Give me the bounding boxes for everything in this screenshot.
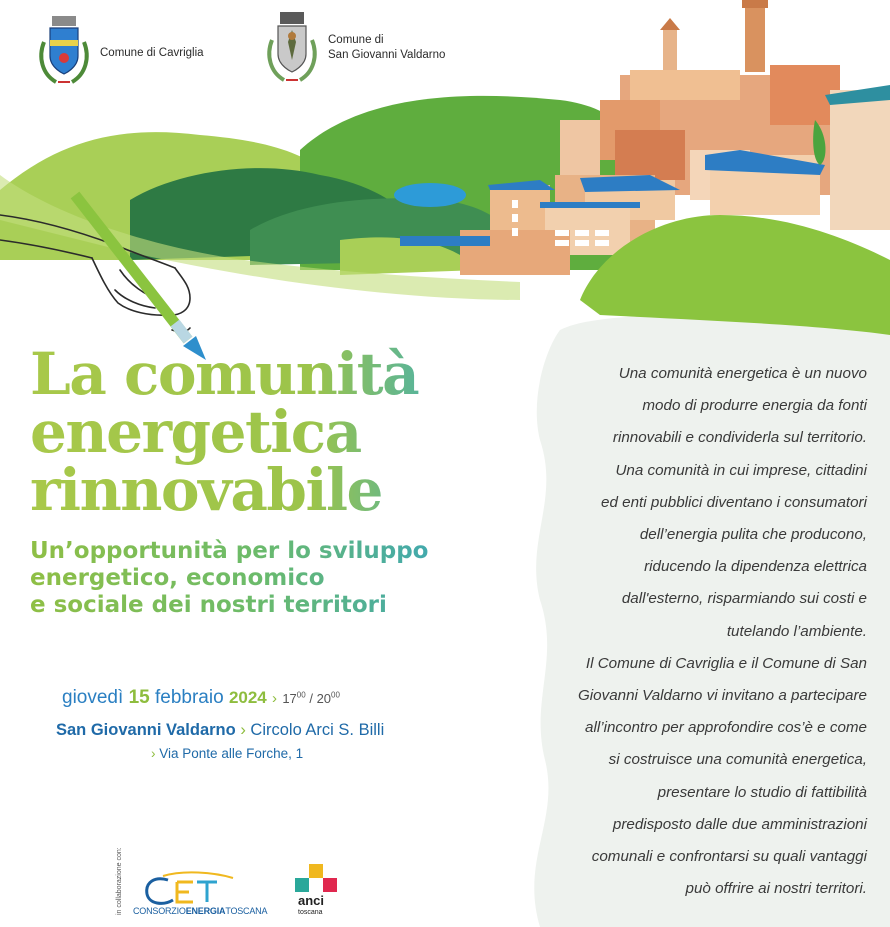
event-venue: Circolo Arci S. Billi — [250, 721, 385, 739]
description-line: predisposto dalle due amministrazioni — [612, 815, 867, 833]
event-city: San Giovanni Valdarno — [56, 721, 236, 739]
logo-cavriglia-name: Comune di Cavriglia — [100, 46, 204, 59]
event-place — [56, 721, 456, 740]
logo-cavriglia — [34, 12, 204, 88]
description-line: dall'esterno, risparmiando sui costi e — [621, 590, 867, 608]
event-year: 2024 — [228, 688, 267, 707]
description-line: comunali e confrontarsi su quali vantaggi — [591, 848, 867, 866]
crest-cavriglia-icon — [34, 12, 94, 88]
description-line: tutelando l’ambiente. — [726, 622, 867, 640]
collaboration-label: in collaborazione con: — [116, 847, 123, 915]
logo-san-giovanni — [262, 10, 445, 86]
event-date — [62, 687, 462, 709]
logo-san-giovanni-name — [328, 33, 445, 63]
event-time-separator: / — [309, 691, 313, 706]
anci-name: anci — [298, 893, 325, 908]
event-address — [151, 746, 451, 761]
cet-name-prefix: CONSORZIO — [133, 906, 186, 916]
subtitle-line-3: e sociale dei nostri territori — [30, 592, 387, 618]
event-month: febbraio — [154, 687, 224, 708]
subtitle — [30, 538, 530, 619]
cet-name-bold: ENERGIA — [185, 906, 226, 916]
chevron-right-icon: › — [240, 721, 246, 739]
lake — [394, 183, 466, 207]
description-line: Una comunità in cui imprese, cittadini — [615, 461, 867, 479]
title-line-3: rinnovabile — [30, 456, 382, 524]
crest-san-giovanni-icon — [262, 10, 322, 86]
description-line: può offrire ai nostri territori. — [685, 880, 867, 898]
description-line: Giovanni Valdarno vi invitano a partecipare — [577, 687, 867, 705]
anci-sub: toscana — [298, 909, 323, 916]
description-line: rinnovabili e condividerla sul territorio. — [612, 429, 867, 447]
description — [505, 358, 867, 905]
event-time-end-min: 00 — [331, 690, 340, 700]
logo-san-giovanni-line2: San Giovanni Valdarno — [328, 49, 446, 61]
logo-san-giovanni-line1: Comune di — [328, 34, 384, 46]
description-line: dell’energia pulita che producono, — [639, 526, 867, 544]
event-time-start-min: 00 — [296, 690, 306, 700]
event-day: 15 — [128, 687, 150, 708]
chevron-right-icon: › — [272, 690, 278, 707]
page-title — [30, 340, 500, 524]
event-weekday: giovedì — [62, 687, 124, 708]
cet-name — [133, 906, 267, 916]
title-line-2: energetica — [30, 398, 361, 466]
chevron-right-icon: › — [151, 746, 156, 761]
description-line: ed enti pubblici diventano i consumatori — [601, 493, 867, 511]
title-line-1: La comunità — [30, 340, 419, 408]
description-line: Il Comune di Cavriglia e il Comune di San — [585, 654, 867, 672]
subtitle-line-2: energetico, economico — [30, 565, 325, 591]
subtitle-line-1: Un’opportunità per lo sviluppo — [30, 538, 429, 564]
event-time-start: 17 — [282, 691, 297, 706]
event-address-text: Via Ponte alle Forche, 1 — [159, 746, 304, 761]
event-time — [282, 691, 340, 706]
event-time-end: 20 — [316, 691, 332, 706]
description-line: all’incontro per approfondire cos’è e come — [585, 719, 867, 737]
description-line: si costruisce una comunità energetica, — [608, 751, 867, 769]
cet-name-suffix: TOSCANA — [225, 906, 268, 916]
description-line: riducendo la dipendenza elettrica — [644, 558, 867, 576]
description-line: Una comunità energetica è un nuovo — [618, 365, 867, 382]
description-line: modo di produrre energia da fonti — [642, 397, 867, 415]
description-line: presentare lo studio di fattibilità — [657, 783, 867, 801]
